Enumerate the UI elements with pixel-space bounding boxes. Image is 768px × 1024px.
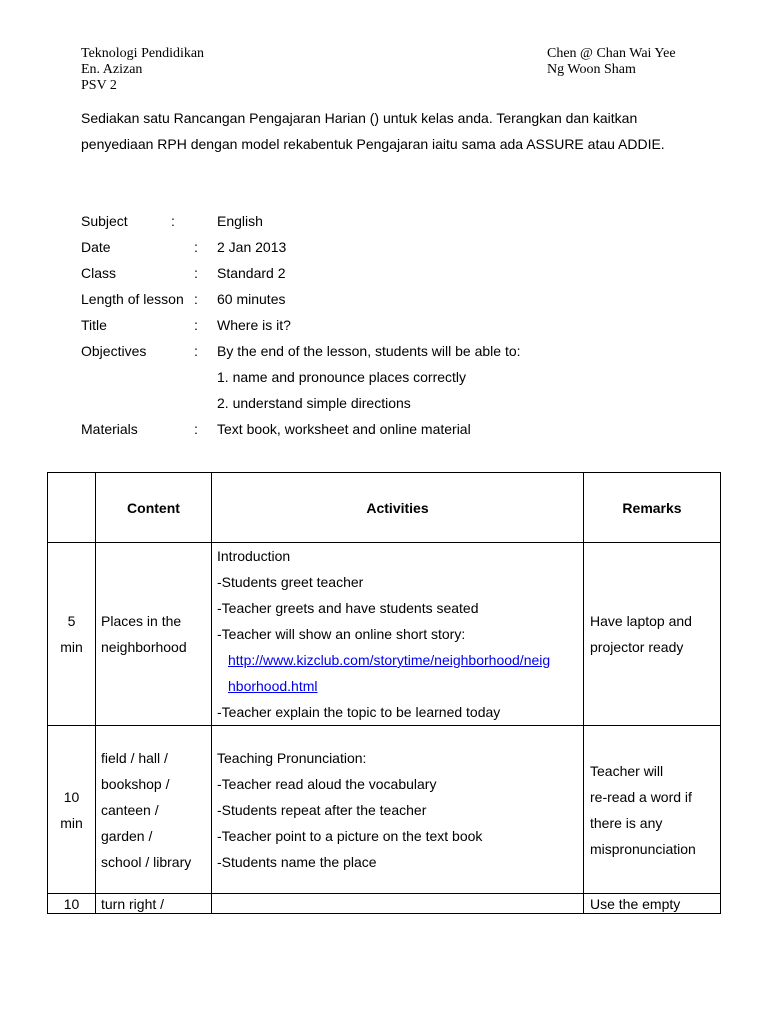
header-time [48,473,96,543]
cell-line: field / hall / [101,749,168,766]
story-link[interactable]: hborhood.html [228,678,318,694]
info-colon: : [194,239,198,255]
cell-line: -Teacher point to a picture on the text book [217,827,483,844]
info-value: 2. understand simple directions [217,395,411,411]
activities-cell [212,726,584,894]
table-row [48,543,721,726]
header-content: Content [96,473,212,543]
cell-line: -Teacher read aloud the vocabulary [217,775,437,792]
info-value: Text book, worksheet and online material [217,421,471,437]
info-value: Where is it? [217,317,291,333]
cell-line: mispronunciation [590,840,696,857]
info-row [81,260,701,286]
remarks-cell [584,726,721,894]
header-author-2: Ng Woon Sham [547,62,636,77]
info-row [81,390,701,416]
info-row [81,364,701,390]
info-value: 1. name and pronounce places correctly [217,369,467,385]
remarks-cell [584,894,721,914]
content-cell [96,726,212,894]
cell-line: Teacher will [590,762,664,779]
cell-line: -Teacher will show an online short story: [217,626,466,642]
cell-line: min [60,639,83,655]
cell-line: -Students name the place [217,853,377,870]
info-colon: : [194,421,198,437]
cell-line: -Students repeat after the teacher [217,801,427,818]
info-label: Date [81,239,111,255]
info-colon: : [194,291,198,307]
cell-line: min [60,814,83,831]
cell-line: Teaching Pronunciation: [217,749,367,766]
cell-line: -Students greet teacher [217,574,364,590]
info-row [81,286,701,312]
cell-line: school / library [101,853,192,870]
cell-line: there is any [590,814,663,831]
table-header-row [48,473,721,543]
cell-line: canteen / [101,801,159,818]
lesson-plan-table [47,472,721,914]
info-colon: : [194,343,198,359]
cell-line: projector ready [590,639,684,655]
info-value: English [217,213,263,229]
info-row [81,416,701,442]
story-link[interactable]: http://www.kizclub.com/storytime/neighborhood/neig [228,652,551,668]
header-right [547,46,676,78]
info-value: 60 minutes [217,291,286,307]
cell-line: 10 [63,895,80,912]
info-value: 2 Jan 2013 [217,239,287,255]
info-label: Objectives [81,343,147,359]
info-label: Subject [81,213,128,229]
cell-line: garden / [101,827,153,844]
instruction-paragraph: Sediakan satu Rancangan Pengajaran Harian () untuk kelas anda. Terangkan dan kaitkan penyediaan RPH dengan model rekabentuk Pengajaran iaitu sama ada ASSURE atau ADDIE. [81,110,665,152]
info-label: Title [81,317,107,333]
info-row [81,338,701,364]
header-author-1: Chen @ Chan Wai Yee [547,46,676,61]
header-remarks: Remarks [584,473,721,543]
cell-line: neighborhood [101,639,187,655]
cell-line: bookshop / [101,775,170,792]
remarks-cell [584,543,721,726]
info-value: Standard 2 [217,265,286,281]
cell-line: Introduction [217,548,291,564]
cell-line: -Teacher greets and have students seated [217,600,479,616]
content-cell [96,894,212,914]
cell-line: Have laptop and [590,613,692,629]
info-colon: : [194,265,198,281]
time-cell [48,726,96,894]
cell-line: re-read a word if [590,788,692,805]
info-colon: : [194,317,198,333]
time-cell [48,894,96,914]
time-cell [48,543,96,726]
info-label: Length of lesson [81,291,184,307]
cell-line: 10 [63,788,80,805]
info-colon: : [171,213,175,229]
content-cell [96,543,212,726]
info-label: Class [81,265,117,281]
header-course: Teknologi Pendidikan [81,46,205,61]
header-left [81,46,204,94]
activities-cell [212,543,584,726]
info-row [81,234,701,260]
cell-line: Use the empty [590,895,681,912]
cell-line: 5 [67,613,76,629]
table-row [48,726,721,894]
header-lecturer: En. Azizan [81,62,143,77]
header-group: PSV 2 [81,78,117,93]
info-value: By the end of the lesson, students will be able to: [217,343,521,359]
cell-line: Places in the [101,613,182,629]
header-activities: Activities [212,473,584,543]
info-label: Materials [81,421,138,437]
table-row [48,894,721,914]
info-row [81,208,701,234]
activities-cell [212,894,584,914]
cell-line: -Teacher explain the topic to be learned today [217,704,501,720]
cell-line: turn right / [101,895,165,912]
info-row [81,312,701,338]
